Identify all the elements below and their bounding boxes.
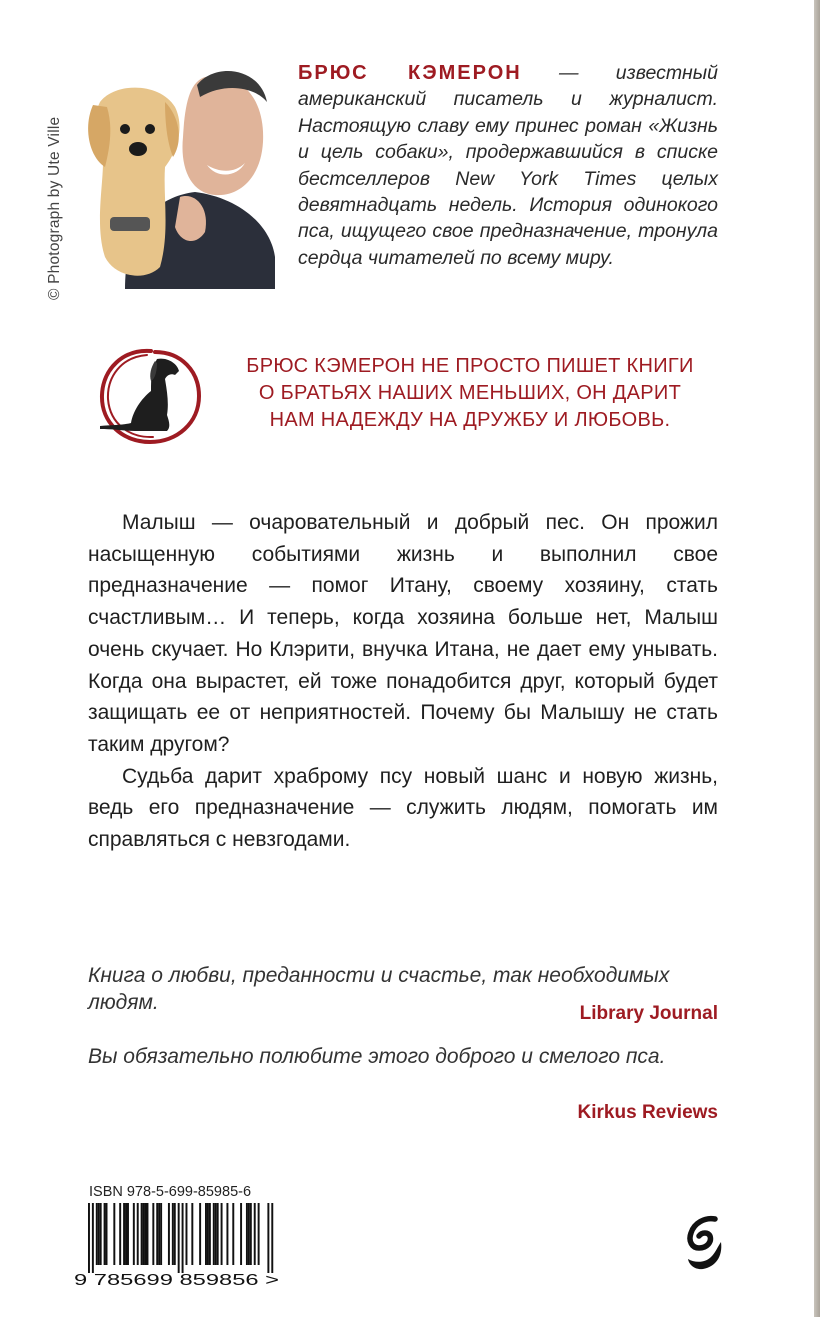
barcode-bar (186, 1203, 188, 1265)
barcode-bar (160, 1203, 162, 1265)
barcode-bar (123, 1203, 125, 1265)
tagline-line-2: О БРАТЬЯХ НАШИХ МЕНЬШИХ, ОН ДАРИТ (258, 382, 682, 404)
barcode-bar (205, 1203, 207, 1265)
barcode-bar (178, 1203, 180, 1273)
barcode-bar (156, 1203, 158, 1265)
barcode-bar (88, 1203, 90, 1273)
barcode-bars (88, 1203, 273, 1273)
barcode-bar (158, 1203, 160, 1265)
barcode-bar (119, 1203, 121, 1265)
barcode-bar (172, 1203, 174, 1265)
review-source-2: Kirkus Reviews (577, 1102, 718, 1123)
barcode-bar (271, 1203, 273, 1273)
barcode-bar (207, 1203, 209, 1265)
review-source-1: Library Journal (579, 1003, 718, 1024)
barcode-bar (147, 1203, 149, 1265)
barcode-bar (215, 1203, 217, 1265)
isbn-label: ISBN 978-5-699-85985-6 (89, 1184, 252, 1200)
author-photo (85, 57, 275, 289)
barcode-bar (240, 1203, 242, 1265)
barcode-bar (106, 1203, 108, 1265)
barcode-bar (145, 1203, 147, 1265)
barcode-bar (199, 1203, 201, 1265)
barcode-bar (104, 1203, 106, 1265)
barcode-bar (92, 1203, 94, 1273)
barcode-bar (191, 1203, 193, 1265)
barcode-bar (232, 1203, 234, 1265)
barcode-bar (113, 1203, 115, 1265)
barcode-bar (250, 1203, 252, 1265)
cover-edge (814, 0, 820, 1317)
barcode-bar (127, 1203, 129, 1265)
author-bio (298, 60, 718, 271)
tagline-line-3: НАМ НАДЕЖДУ НА ДРУЖБУ И ЛЮБОВЬ. (269, 409, 671, 431)
description-paragraph-2: Судьба дарит храброму псу новый шанс и новую жизнь, ведь его предназначение — служить людям, помогать им справляться с невзгодами. (88, 764, 718, 852)
barcode-bar (213, 1203, 215, 1265)
barcode-bar (258, 1203, 260, 1265)
barcode-bar (182, 1203, 184, 1273)
barcode-bar (137, 1203, 139, 1265)
barcode-bar (248, 1203, 250, 1265)
barcode-bar (98, 1203, 100, 1265)
barcode-bar (133, 1203, 135, 1265)
tagline-line-1: БРЮС КЭМЕРОН НЕ ПРОСТО ПИШЕТ КНИГИ (246, 355, 694, 377)
barcode-bar (125, 1203, 127, 1265)
author-name: БРЮС КЭМЕРОН (298, 62, 522, 84)
barcode-bar (267, 1203, 269, 1273)
barcode-bar (209, 1203, 211, 1265)
barcode-bar (168, 1203, 170, 1265)
book-description (88, 507, 718, 856)
barcode-bar (141, 1203, 143, 1265)
review-quote-1: Книга о любви, преданности и счастье, так необходимых людям. (88, 964, 670, 1014)
barcode-bar (217, 1203, 219, 1265)
barcode-bar (143, 1203, 145, 1265)
barcode-bar (100, 1203, 102, 1265)
barcode-digits: 9 785699 859856 > (74, 1272, 279, 1289)
barcode (72, 1201, 282, 1289)
review-quote-2: Вы обязательно полюбите этого доброго и смелого пса. (88, 1045, 666, 1068)
dog-emblem (95, 345, 207, 447)
tagline (220, 353, 720, 434)
barcode-bar (174, 1203, 176, 1265)
barcode-bar (221, 1203, 223, 1265)
publisher-logo-icon (685, 1215, 725, 1271)
photo-credit: © Photograph by Ute Ville (46, 116, 63, 300)
author-bio-text: — известный американский писатель и журналист. Настоящую славу ему принес роман «Жизнь и цель собаки», продержавшийся в списке бестселлеров New York Times целых девятнадцать недель. История одинокого пса, ищущего свое предназначение, тронула сердца читателей по всему миру. (298, 62, 718, 269)
barcode-bar (226, 1203, 228, 1265)
barcode-bar (246, 1203, 248, 1265)
barcode-bar (254, 1203, 256, 1265)
barcode-bar (152, 1203, 154, 1265)
barcode-bar (96, 1203, 98, 1265)
description-paragraph-1: Малыш — очаровательный и добрый пес. Он прожил насыщенную событиями жизнь и выполнил свое предназначение — помог Итану, своему хозяину, стать счастливым… И теперь, когда хозяина больше нет, Малыш очень скучает. Но Клэрити, внучка Итана, не дает ему унывать. Когда она вырастет, ей тоже понадобится друг, который будет защищать ее от неприятностей. Почему бы Малышу не стать таким другом? (88, 511, 718, 756)
